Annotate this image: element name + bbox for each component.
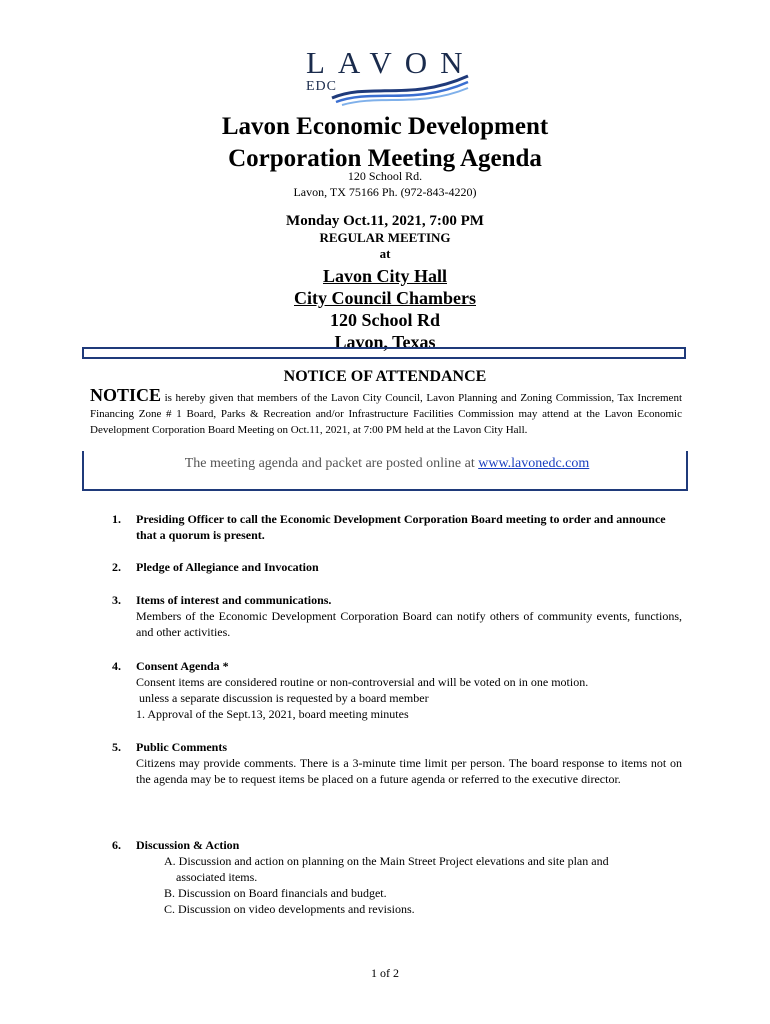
item-title: Discussion & Action [136, 838, 240, 852]
item-number: 5. [112, 740, 121, 754]
notice-paragraph [90, 387, 682, 438]
item-title: Presiding Officer to call the Economic Development Corporation Board meeting to order and announce that a quorum is present. [136, 512, 666, 542]
website-link[interactable]: www.lavonedc.com [478, 456, 590, 471]
posted-label: The meeting agenda and packet are posted online at [184, 456, 479, 471]
lavon-edc-logo [300, 45, 476, 108]
address-line-2: Lavon, TX 75166 Ph. (972-843-4220) [293, 185, 477, 199]
meeting-at: at [379, 246, 391, 261]
item-title: Pledge of Allegiance and Invocation [136, 560, 319, 574]
item-line-1: Consent items are considered routine or non-controversial and will be voted on in one motion. [136, 675, 589, 689]
page-number: 1 of 2 [371, 966, 399, 980]
meeting-date: Monday Oct.11, 2021, 7:00 PM [286, 213, 484, 229]
logo-sub: EDC [306, 79, 337, 94]
item-title: Items of interest and communications. [136, 593, 332, 607]
address-line-1: 120 School Rd. [347, 169, 423, 183]
sub-item-c: C. Discussion on video developments and revisions. [164, 902, 415, 916]
address [0, 168, 770, 200]
item-number: 3. [112, 593, 121, 607]
meeting-type: REGULAR MEETING [319, 230, 451, 245]
item-description: Members of the Economic Development Corporation Board can notify others of community events, functions, and other activities. [136, 609, 682, 639]
venue-name: Lavon City Hall [322, 266, 447, 286]
posted-online-text [84, 456, 690, 472]
notice-text: is hereby given that members of the Lavon City Council, Lavon Planning and Zoning Commission, Tax Increment Financing Zone # 1 Board, Parks & Recreation and/or Infrastructure Facilities Commission may attend at the Lavon Economic Development Corporation Board Meeting on Oct.11, 2021, at 7:00 PM held at the Lavon City Hall. [90, 392, 682, 436]
item-title: Consent Agenda * [136, 659, 229, 673]
item-title: Public Comments [136, 740, 227, 754]
sub-item-b: B. Discussion on Board financials and budget. [164, 886, 387, 900]
venue-street: 120 School Rd [329, 310, 441, 330]
meeting-info [0, 213, 770, 262]
item-line-3: 1. Approval of the Sept.13, 2021, board meeting minutes [136, 707, 409, 721]
divider-bar [82, 347, 686, 359]
item-number: 4. [112, 659, 121, 673]
item-number: 6. [112, 838, 121, 852]
posted-online-box [82, 451, 688, 491]
item-line-2: unless a separate discussion is requested by a board member [136, 691, 429, 705]
venue-room: City Council Chambers [293, 288, 476, 308]
sub-item-a: A. Discussion and action on planning on the Main Street Project elevations and site plan and [164, 854, 609, 868]
title-line-2: Corporation Meeting Agenda [228, 145, 542, 172]
sub-item-a-continued: associated items. [176, 870, 258, 884]
item-number: 2. [112, 560, 121, 574]
logo-word: LAVON [306, 45, 476, 80]
item-number: 1. [112, 512, 121, 526]
notice-lead: NOTICE [90, 385, 162, 405]
page-title [0, 111, 770, 175]
venue [0, 265, 770, 353]
notice-heading: NOTICE OF ATTENDANCE [283, 368, 487, 385]
venue-city: Lavon, Texas [334, 332, 436, 352]
title-line-1: Lavon Economic Development [221, 113, 549, 140]
item-description: Citizens may provide comments. There is a 3-minute time limit per person. The board response to items not on the agenda may be to request items be placed on a future agenda or referred to the executive director. [136, 756, 682, 786]
